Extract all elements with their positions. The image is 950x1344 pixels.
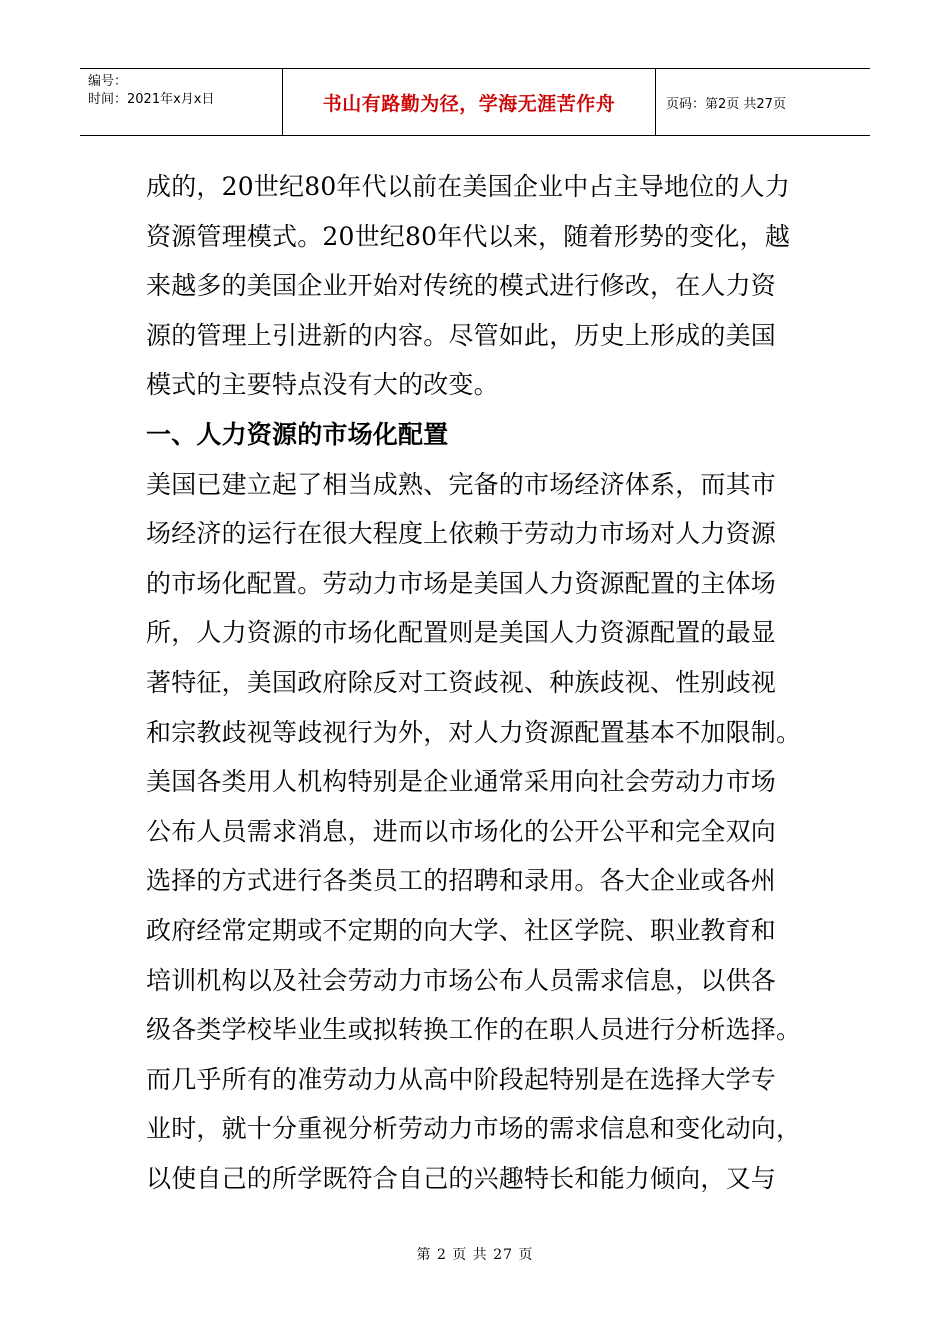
body-line: 的市场化配置。劳动力市场是美国人力资源配置的主体场	[146, 568, 777, 598]
document-time-label: 时间：2021年x月x日	[88, 92, 215, 107]
page-header	[80, 68, 870, 136]
header-page-info: 页码：第2页 共27页	[666, 96, 786, 112]
section-heading: 一、人力资源的市场化配置	[146, 419, 449, 449]
body-line: 公布人员需求消息，进而以市场化的公开公平和完全双向	[146, 816, 777, 846]
document-number-label: 编号：	[88, 74, 128, 89]
body-line: 资源管理模式。20世纪80年代以来，随着形势的变化，越	[146, 221, 791, 251]
body-line: 而几乎所有的准劳动力从高中阶段起特别是在选择大学专	[146, 1064, 777, 1094]
body-line: 和宗教歧视等歧视行为外，对人力资源配置基本不加限制。	[146, 717, 802, 747]
body-line: 美国各类用人机构特别是企业通常采用向社会劳动力市场	[146, 767, 777, 797]
body-line: 级各类学校毕业生或拟转换工作的在职人员进行分析选择。	[146, 1015, 802, 1045]
body-line: 业时，就十分重视分析劳动力市场的需求信息和变化动向，	[146, 1114, 802, 1144]
body-line: 来越多的美国企业开始对传统的模式进行修改，在人力资	[146, 271, 777, 301]
body-line: 著特征，美国政府除反对工资歧视、种族歧视、性别歧视	[146, 667, 777, 697]
body-line: 模式的主要特点没有大的改变。	[146, 370, 499, 400]
body-line: 源的管理上引进新的内容。尽管如此，历史上形成的美国	[146, 320, 777, 350]
body-line: 美国已建立起了相当成熟、完备的市场经济体系，而其市	[146, 469, 777, 499]
body-line: 所，人力资源的市场化配置则是美国人力资源配置的最显	[146, 618, 777, 648]
document-body	[146, 162, 806, 1203]
body-line: 培训机构以及社会劳动力市场公布人员需求信息，以供各	[146, 965, 777, 995]
header-motto: 书山有路勤为径，学海无涯苦作舟	[283, 69, 656, 135]
body-line: 成的，20世纪80年代以前在美国企业中占主导地位的人力	[146, 172, 791, 201]
body-line: 政府经常定期或不定期的向大学、社区学院、职业教育和	[146, 915, 777, 945]
page-footer: 第 2 页 共 27 页	[416, 1247, 534, 1263]
body-line: 选择的方式进行各类员工的招聘和录用。各大企业或各州	[146, 866, 777, 896]
header-meta	[80, 69, 283, 135]
body-line: 场经济的运行在很大程度上依赖于劳动力市场对人力资源	[146, 519, 777, 549]
body-line: 以使自己的所学既符合自己的兴趣特长和能力倾向，又与	[146, 1163, 777, 1193]
